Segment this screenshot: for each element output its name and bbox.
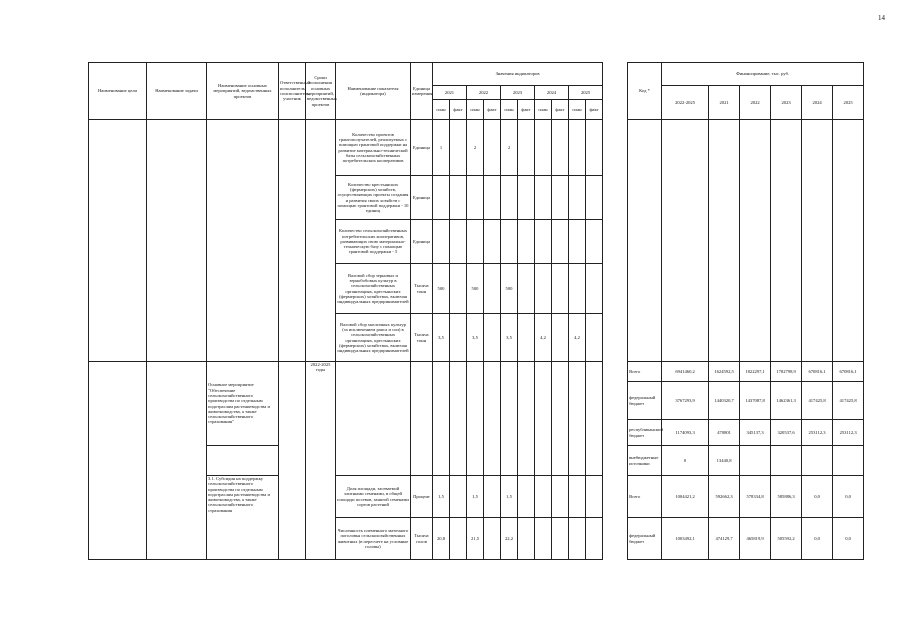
funding-source: федеральный бюджет — [628, 382, 662, 420]
main-measure-name: Основное мероприятие "Обеспечение сельскохозяйственного производства по отдельным подотраслям растениеводства и животноводства, а также сельскохозяйственного страхования" — [207, 362, 279, 446]
header-indicator: Наименование показателя (индикатора) — [336, 63, 411, 120]
indicator-value: 500 — [467, 264, 484, 314]
funding-value: 0,0 — [833, 518, 864, 560]
plan-label: план — [569, 100, 586, 120]
funding-source: внебюджетные источники — [628, 446, 662, 476]
indicator-value: 20,8 — [433, 518, 450, 560]
funding-value: 1437087,8 — [740, 382, 771, 420]
funding-year-total: 2022-2025 — [662, 86, 709, 120]
table-row — [89, 120, 864, 176]
fact-label: факт — [484, 100, 501, 120]
funding-value: 0,0 — [833, 476, 864, 518]
header-goal: Наименование цели — [89, 63, 147, 120]
indicator-value: 3,5 — [467, 314, 484, 362]
funding-year-2021: 2021 — [709, 86, 740, 120]
indicator-name: Доля площади, засеваемой элитными семенами, в общей площади посевов, занятой семенами сортов растений — [336, 476, 411, 518]
funding-value: 592662,3 — [709, 476, 740, 518]
indicator-value: 4,2 — [569, 314, 586, 362]
indicator-value: 1,5 — [433, 476, 450, 518]
indicator-value — [484, 120, 501, 176]
funding-value: 320537,6 — [771, 420, 802, 446]
funding-value: 670816,1 — [802, 362, 833, 382]
funding-value: 253112,3 — [833, 420, 864, 446]
indicator-value: 1,5 — [501, 476, 518, 518]
indicator-value: 4,2 — [535, 314, 552, 362]
year-2021: 2021 — [433, 86, 467, 100]
header-source: Код * — [628, 63, 662, 120]
funding-value: 585886,3 — [771, 476, 802, 518]
year-2025: 2025 — [569, 86, 603, 100]
funding-value: 505592,2 — [771, 518, 802, 560]
indicator-value — [552, 120, 569, 176]
indicator-unit: Тысяча тонн — [411, 264, 433, 314]
funding-value: 0 — [662, 446, 709, 476]
funding-value: 1822297,1 — [740, 362, 771, 382]
funding-source: Всего — [628, 476, 662, 518]
funding-value: 465819,9 — [740, 518, 771, 560]
program-table — [88, 62, 864, 560]
indicator-unit: Процент — [411, 476, 433, 518]
indicator-value — [450, 120, 467, 176]
header-funding: Финансирование, тыс. руб. — [662, 63, 864, 86]
indicator-value: 3,5 — [433, 314, 450, 362]
year-2022: 2022 — [467, 86, 501, 100]
funding-value: 474129,7 — [709, 518, 740, 560]
page-number: 14 — [878, 14, 885, 22]
funding-value: 1462361,3 — [771, 382, 802, 420]
indicator-value: 2 — [467, 120, 484, 176]
indicator-value: 500 — [501, 264, 518, 314]
funding-value: 0,0 — [802, 476, 833, 518]
funding-value: 417425,8 — [802, 382, 833, 420]
funding-source: Всего — [628, 362, 662, 382]
sub-measure-name: 3.1. Субсидия на поддержку сельскохозяйственного производства по отдельным подотраслям растениеводства и животноводства, а также сельскохозяйственного страхования — [207, 476, 279, 560]
funding-value: 670816,1 — [833, 362, 864, 382]
plan-label: план — [467, 100, 484, 120]
funding-year-2024: 2024 — [802, 86, 833, 120]
header-executor: Ответственный исполнитель, соисполнитель, участник — [279, 63, 306, 120]
indicator-unit: Единица — [411, 120, 433, 176]
header-unit: Единица измерения — [411, 63, 433, 120]
fact-label: факт — [586, 100, 603, 120]
header-task: Наименование задачи — [147, 63, 207, 120]
indicator-value: 3,5 — [501, 314, 518, 362]
indicator-value: 2 — [501, 120, 518, 176]
indicator-unit: Единица — [411, 176, 433, 220]
indicator-value: 500 — [433, 264, 450, 314]
indicator-unit: Единица — [411, 220, 433, 264]
funding-value: 470801 — [709, 420, 740, 446]
header-values: Значения индикаторов — [433, 63, 603, 86]
main-measure-deadline: 2022-2025 годы — [306, 362, 336, 560]
header-measures: Наименование основных мероприятий, ведомственных проектов — [207, 63, 279, 120]
indicator-value — [569, 120, 586, 176]
funding-value: 6941460,2 — [662, 362, 709, 382]
funding-value: 417425,8 — [833, 382, 864, 420]
plan-label: план — [535, 100, 552, 120]
fact-label: факт — [552, 100, 569, 120]
indicator-value: 1,5 — [467, 476, 484, 518]
indicator-value: 21,5 — [467, 518, 484, 560]
program-table-page — [88, 62, 857, 590]
indicator-name: Количество крестьянских (фермерских) хозяйств, осуществляющих проекты создания и развития своих хозяйств с помощью грантовой поддержки - 10 единиц — [336, 176, 411, 220]
funding-year-2023: 2023 — [771, 86, 802, 120]
indicator-value — [586, 120, 603, 176]
fact-label: факт — [518, 100, 535, 120]
funding-value: 1782798,9 — [771, 362, 802, 382]
funding-value: 578334,8 — [740, 476, 771, 518]
indicator-name: Валовой сбор масличных культур (за исключением рапса и сои) в сельскохозяйственных организациях, крестьянских (фермерских) хозяйствах, включая индивидуальных предпринимателей — [336, 314, 411, 362]
indicator-unit: Тысяча тонн — [411, 314, 433, 362]
funding-value: 3767293,9 — [662, 382, 709, 420]
funding-year-2022: 2022 — [740, 86, 771, 120]
header-deadline: Сроки исполнения основных мероприятий, ведомственных проектов — [306, 63, 336, 120]
plan-label: план — [433, 100, 450, 120]
indicator-value: 22,2 — [501, 518, 518, 560]
funding-value: 13440,8 — [709, 446, 740, 476]
plan-label: план — [501, 100, 518, 120]
year-2023: 2023 — [501, 86, 535, 100]
indicator-name: Количество проектов грантополучателей, реализуемых с помощью грантовой поддержки на развитие материально-технической базы сельскохозяйственных потребительских кооперативов — [336, 120, 411, 176]
funding-value: 0,0 — [802, 518, 833, 560]
funding-value: 1624592,5 — [709, 362, 740, 382]
funding-source: республиканский бюджет — [628, 420, 662, 446]
funding-value: 1440320,7 — [709, 382, 740, 420]
funding-value: 345137,3 — [740, 420, 771, 446]
indicator-name: Количество сельскохозяйственных потребительских кооперативов, развивающих свою материально-техническую базу с помощью грантовой поддержки - 5 — [336, 220, 411, 264]
funding-value: 1003492,1 — [662, 518, 709, 560]
funding-value: 253112,3 — [802, 420, 833, 446]
funding-year-2025: 2025 — [833, 86, 864, 120]
funding-source: федеральный бюджет — [628, 518, 662, 560]
table-row — [89, 362, 864, 382]
funding-value: 1174093,3 — [662, 420, 709, 446]
indicator-value — [535, 120, 552, 176]
indicator-name: Валовой сбор зерновых и зернобобовых культур в сельскохозяйственных организациях, крестьянских (фермерских) хозяйствах, включая индивидуальных предпринимателей — [336, 264, 411, 314]
indicator-value: 1 — [433, 120, 450, 176]
indicator-name: Численность племенного маточного поголовья сельскохозяйственных животных (в пересчете на условные головы) — [336, 518, 411, 560]
fact-label: факт — [450, 100, 467, 120]
indicator-value — [518, 120, 535, 176]
indicator-unit: Тысяча голов — [411, 518, 433, 560]
year-2024: 2024 — [535, 86, 569, 100]
funding-value: 1004421,2 — [662, 476, 709, 518]
